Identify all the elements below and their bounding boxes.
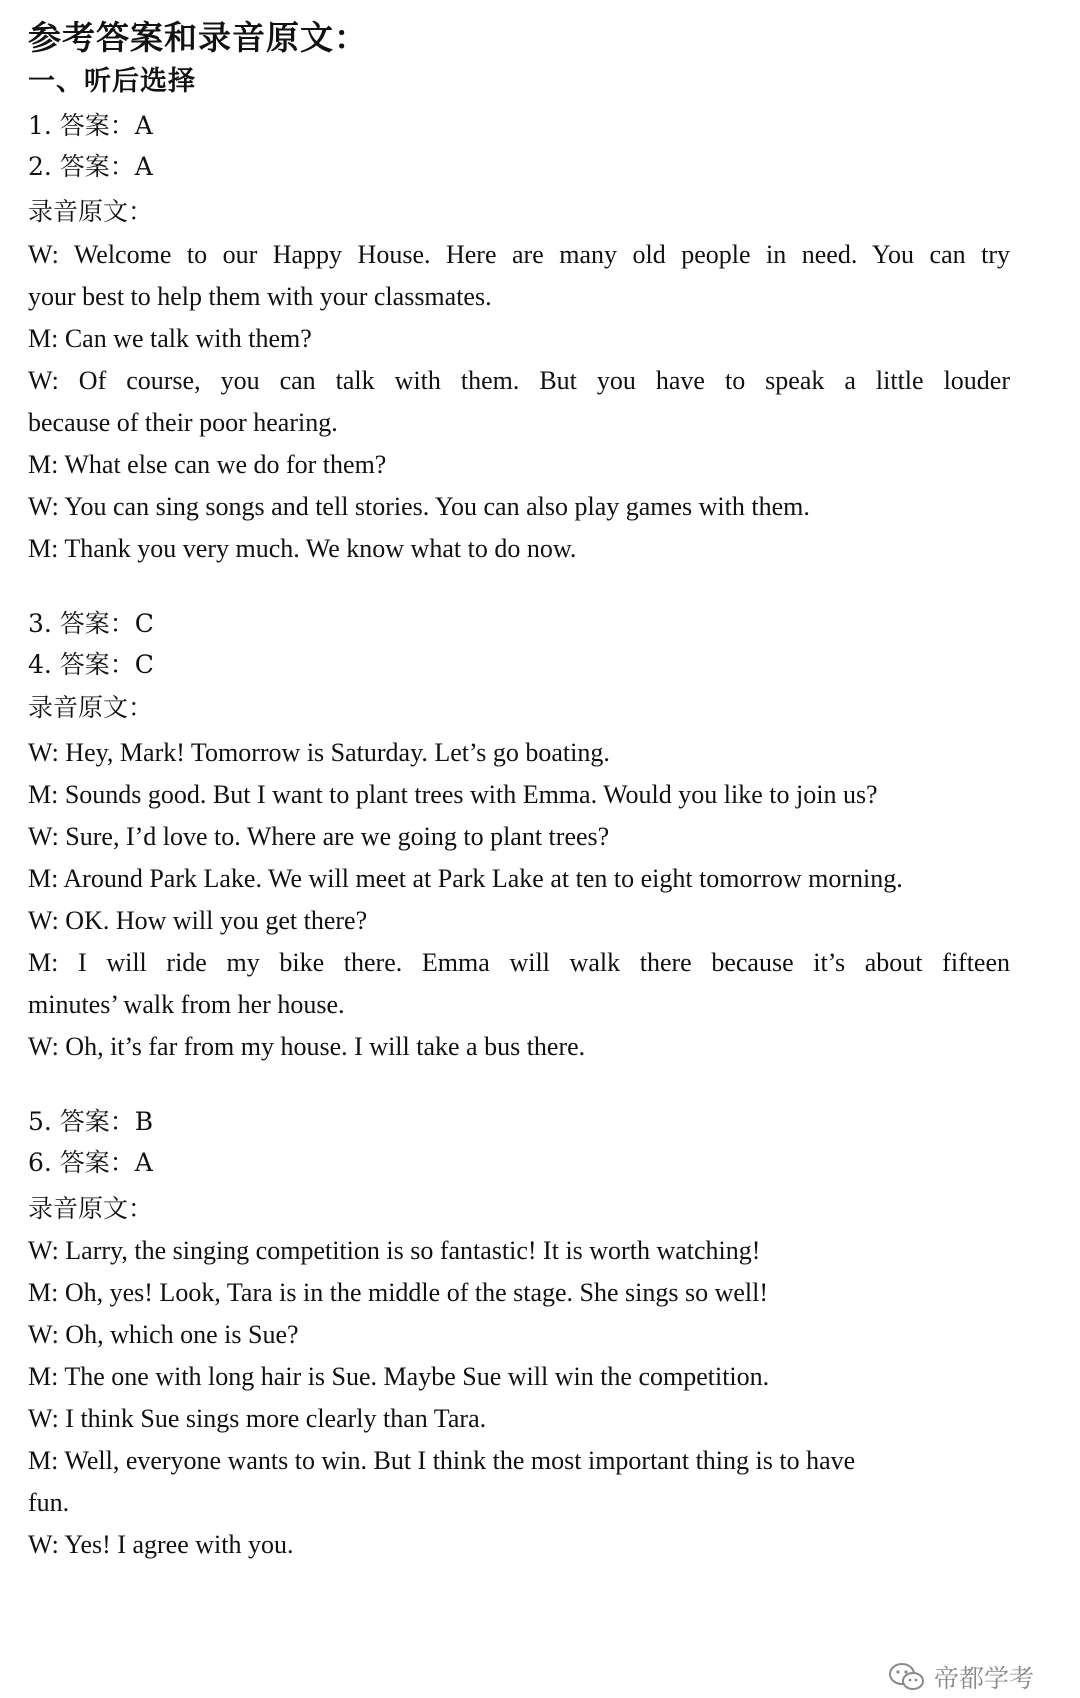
- watermark: [888, 1660, 1034, 1694]
- watermark-text: 帝都学考: [934, 1664, 1035, 1693]
- answer-1: 1. 答案：A: [28, 111, 153, 140]
- dialogue-line: W: Oh, it’s far from my house. I will take a bus there.: [28, 1032, 586, 1061]
- answer-3: 3. 答案：C: [28, 609, 154, 638]
- dialogue-line: W: Oh, which one is Sue?: [28, 1320, 299, 1349]
- dialogue-line: M: Well, everyone wants to win. But I think the most important thing is to have: [28, 1446, 856, 1475]
- dialogue-line: M: The one with long hair is Sue. Maybe Sue will win the competition.: [28, 1362, 770, 1391]
- dialogue-line: W: You can sing songs and tell stories. You can also play games with them.: [28, 492, 810, 521]
- dialogue-line: W: Welcome to our Happy House. Here are many old people in need. You can try: [28, 240, 1010, 269]
- dialogue-line: M: What else can we do for them?: [28, 450, 387, 479]
- dialogue-line: W: I think Sue sings more clearly than Tara.: [28, 1404, 487, 1433]
- dialogue-line: M: Around Park Lake. We will meet at Park Lake at ten to eight tomorrow morning.: [28, 864, 903, 893]
- dialogue-line: fun.: [28, 1488, 70, 1517]
- answer-6: 6. 答案：A: [28, 1148, 153, 1177]
- dialogue-line: W: Sure, I’d love to. Where are we going to plant trees?: [28, 822, 610, 851]
- answer-4: 4. 答案：C: [28, 650, 154, 679]
- section-heading: 一、听后选择: [28, 66, 196, 97]
- transcript-label: 录音原文：: [28, 693, 154, 722]
- dialogue-line: M: I will ride my bike there. Emma will walk there because it’s about fifteen: [28, 948, 1010, 977]
- dialogue-line: W: Of course, you can talk with them. But you have to speak a little louder: [28, 366, 1010, 395]
- transcript-label: 录音原文：: [28, 197, 154, 226]
- dialogue-line: W: Hey, Mark! Tomorrow is Saturday. Let’s go boating.: [28, 738, 610, 767]
- dialogue-line: W: Larry, the singing competition is so fantastic! It is worth watching!: [28, 1236, 761, 1265]
- wechat-icon: [888, 1662, 926, 1692]
- dialogue-line: W: OK. How will you get there?: [28, 906, 368, 935]
- answer-2: 2. 答案：A: [28, 152, 153, 181]
- dialogue-line: M: Sounds good. But I want to plant trees with Emma. Would you like to join us?: [28, 780, 878, 809]
- dialogue-line: your best to help them with your classmates.: [28, 282, 492, 311]
- dialogue-line: W: Yes! I agree with you.: [28, 1530, 294, 1559]
- transcript-label: 录音原文：: [28, 1194, 154, 1223]
- dialogue-line: M: Can we talk with them?: [28, 324, 312, 353]
- dialogue-line: because of their poor hearing.: [28, 408, 338, 437]
- dialogue-line: minutes’ walk from her house.: [28, 990, 345, 1019]
- dialogue-line: M: Thank you very much. We know what to do now.: [28, 534, 577, 563]
- page-title: 参考答案和录音原文：: [28, 18, 368, 57]
- dialogue-line: M: Oh, yes! Look, Tara is in the middle of the stage. She sings so well!: [28, 1278, 769, 1307]
- answer-5: 5. 答案：B: [28, 1107, 154, 1136]
